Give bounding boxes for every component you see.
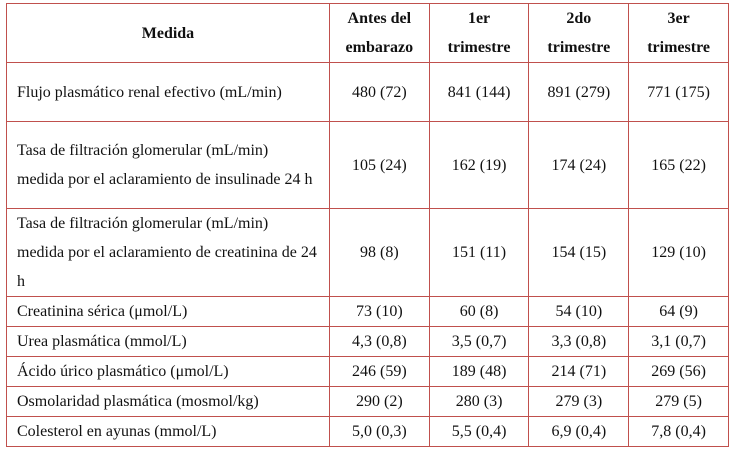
cell-3er: 64 (9) <box>629 297 729 327</box>
row-label: Flujo plasmático renal efectivo (mL/min) <box>7 63 330 122</box>
cell-3er: 269 (56) <box>629 357 729 387</box>
header-row <box>7 4 729 63</box>
cell-3er: 7,8 (0,4) <box>629 417 729 447</box>
table-row <box>7 387 729 417</box>
cell-antes: 480 (72) <box>329 63 429 122</box>
table-row <box>7 63 729 122</box>
cell-antes: 5,0 (0,3) <box>329 417 429 447</box>
cell-2do: 279 (3) <box>529 387 629 417</box>
header-3er-trimestre: 3er trimestre <box>629 4 729 63</box>
cell-3er: 279 (5) <box>629 387 729 417</box>
table-row <box>7 122 729 209</box>
cell-1er: 162 (19) <box>429 122 529 209</box>
table-row <box>7 357 729 387</box>
header-medida: Medida <box>7 4 330 63</box>
cell-1er: 280 (3) <box>429 387 529 417</box>
header-1er-trimestre: 1er trimestre <box>429 4 529 63</box>
header-2do-trimestre: 2do trimestre <box>529 4 629 63</box>
cell-3er: 129 (10) <box>629 209 729 297</box>
cell-2do: 154 (15) <box>529 209 629 297</box>
cell-2do: 3,3 (0,8) <box>529 327 629 357</box>
cell-2do: 6,9 (0,4) <box>529 417 629 447</box>
table-row <box>7 327 729 357</box>
cell-2do: 54 (10) <box>529 297 629 327</box>
header-antes-embarazo: Antes del embarazo <box>329 4 429 63</box>
cell-2do: 891 (279) <box>529 63 629 122</box>
renal-pregnancy-table-container <box>6 3 729 447</box>
renal-pregnancy-table <box>6 3 729 447</box>
cell-1er: 3,5 (0,7) <box>429 327 529 357</box>
cell-1er: 189 (48) <box>429 357 529 387</box>
row-label: Urea plasmática (mmol/L) <box>7 327 330 357</box>
cell-3er: 771 (175) <box>629 63 729 122</box>
cell-antes: 105 (24) <box>329 122 429 209</box>
row-label: Creatinina sérica (μmol/L) <box>7 297 330 327</box>
cell-antes: 290 (2) <box>329 387 429 417</box>
cell-1er: 60 (8) <box>429 297 529 327</box>
row-label: Osmolaridad plasmática (mosmol/kg) <box>7 387 330 417</box>
cell-antes: 4,3 (0,8) <box>329 327 429 357</box>
cell-2do: 214 (71) <box>529 357 629 387</box>
cell-1er: 841 (144) <box>429 63 529 122</box>
cell-1er: 5,5 (0,4) <box>429 417 529 447</box>
cell-2do: 174 (24) <box>529 122 629 209</box>
row-label: Colesterol en ayunas (mmol/L) <box>7 417 330 447</box>
cell-3er: 3,1 (0,7) <box>629 327 729 357</box>
table-row <box>7 297 729 327</box>
row-label: Tasa de filtración glomerular (mL/min) medida por el aclaramiento de insulinade 24 h <box>7 122 330 209</box>
row-label: Tasa de filtración glomerular (mL/min) medida por el aclaramiento de creatinina de 24 h <box>7 209 330 297</box>
row-label: Ácido úrico plasmático (μmol/L) <box>7 357 330 387</box>
table-row <box>7 209 729 297</box>
cell-1er: 151 (11) <box>429 209 529 297</box>
table-row <box>7 417 729 447</box>
cell-antes: 98 (8) <box>329 209 429 297</box>
cell-3er: 165 (22) <box>629 122 729 209</box>
cell-antes: 73 (10) <box>329 297 429 327</box>
cell-antes: 246 (59) <box>329 357 429 387</box>
